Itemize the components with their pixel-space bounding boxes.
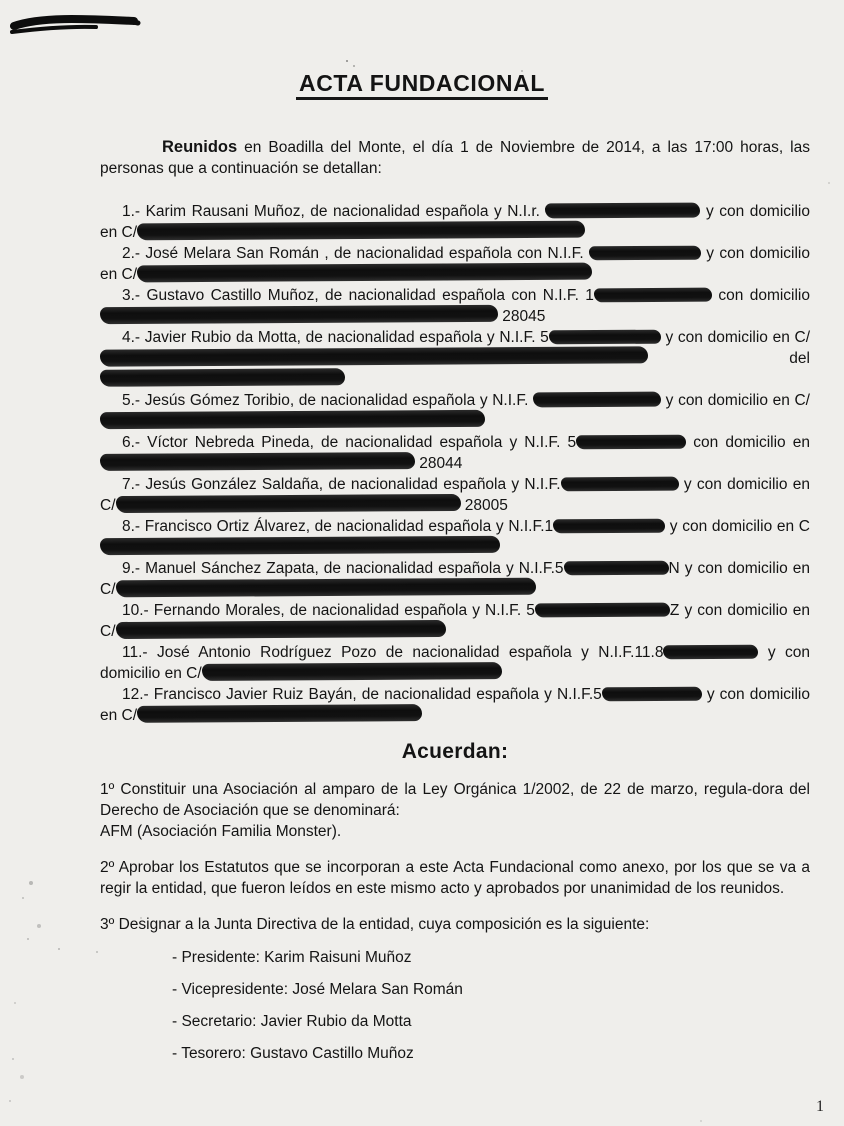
attendee-text: y con domicilio en C/: [100, 476, 810, 514]
redaction-bar: [202, 662, 502, 681]
attendee-item: [100, 642, 810, 684]
attendee-text: 9.- Manuel Sánchez Zapata, de nacionalidad española y N.I.F.5: [122, 560, 564, 577]
intro-lead-word: Reunidos: [162, 138, 238, 156]
attendee-text: y con domicilio en C/: [100, 203, 810, 241]
attendees-list: [100, 201, 810, 726]
redaction-bar: [545, 203, 700, 219]
intro-text: en Boadilla del Monte, el día 1 de Noviembre de 2014, a las 17:00 horas, las personas que a continuación se detallan:: [100, 139, 810, 177]
acuerdo-primero: [100, 779, 810, 842]
attendee-item: [100, 201, 810, 243]
attendee-item: [100, 285, 810, 327]
attendee-text: N y con domicilio en C/: [100, 560, 810, 598]
attendee-text: y con domicilio en C/: [100, 644, 810, 682]
attendee-text: con domicilio en: [686, 434, 810, 451]
attendee-text: 28044: [415, 455, 463, 472]
attendee-text: 3.- Gustavo Castillo Muñoz, de nacionalidad española con N.I.F. 1: [122, 287, 594, 304]
redaction-bar: [553, 519, 665, 534]
attendee-text: 7.- Jesús González Saldaña, de nacionalidad española y N.I.F.: [122, 476, 561, 493]
page-title-text: ACTA FUNDACIONAL: [296, 70, 548, 100]
junta-item-tesorero: - Tesorero: Gustavo Castillo Muñoz: [172, 1045, 414, 1062]
attendee-item: [100, 600, 810, 642]
redaction-bar: [535, 603, 670, 618]
redaction-bar: [576, 435, 686, 450]
attendee-text: y con domicilio en C/: [100, 686, 810, 724]
attendee-text: y con domicilio en C/: [660, 329, 810, 346]
attendee-text: con domicilio: [711, 287, 811, 304]
redaction-bar: [137, 263, 592, 283]
attendee-text: 2.- José Melara San Román , de nacionalidad española con N.I.F.: [122, 245, 589, 262]
page-title: [0, 70, 844, 97]
junta-item-secretario: - Secretario: Javier Rubio da Motta: [172, 1013, 412, 1030]
acuerdo-primero-line1: 1º Constituir una Asociación al amparo de la Ley Orgánica 1/2002, de 22 de marzo, regula-dora del Derecho de Asociación que se denominará:: [100, 781, 810, 819]
attendee-text: 12.- Francisco Javier Ruiz Bayán, de nacionalidad española y N.I.F.5: [122, 686, 602, 703]
attendee-text: 28045: [498, 308, 546, 325]
redaction-bar: [115, 620, 445, 639]
redaction-bar: [137, 704, 422, 723]
attendee-text: y con domicilio en C/: [661, 392, 810, 409]
redaction-bar: [549, 330, 661, 345]
attendee-item: [100, 516, 810, 558]
redaction-bar: [594, 288, 712, 303]
attendee-text: 5.- Jesús Gómez Toribio, de nacionalidad española y N.I.F.: [122, 392, 534, 409]
redaction-bar: [533, 392, 661, 408]
attendee-text: 11.- José Antonio Rodríguez Pozo de nacionalidad española y N.I.F.11.8: [122, 644, 664, 661]
redaction-bar: [115, 494, 460, 513]
redaction-bar: [137, 221, 585, 241]
junta-directiva-list: [100, 947, 810, 1064]
intro-paragraph: [100, 137, 810, 179]
redaction-bar: [100, 346, 648, 366]
redaction-bar: [100, 410, 485, 429]
attendee-text: 28005: [460, 497, 508, 514]
attendee-item: [100, 243, 810, 285]
acuerdo-primero-line2: AFM (Asociación Familia Monster).: [100, 823, 342, 840]
attendee-item: [100, 327, 810, 390]
redaction-bar: [100, 452, 415, 471]
page-number: 1: [816, 1098, 824, 1115]
junta-item-vicepresidente: - Vicepresidente: José Melara San Román: [172, 981, 463, 998]
redaction-bar: [602, 687, 702, 702]
redaction-bar: [100, 536, 500, 555]
attendee-text: 8.- Francisco Ortiz Álvarez, de nacionalidad española y N.I.F.1: [122, 518, 554, 535]
redaction-bar: [100, 368, 345, 386]
attendee-text: 6.- Víctor Nebreda Pineda, de nacionalidad española y N.I.F. 5: [122, 434, 577, 451]
attendee-text: y con domicilio en C/: [100, 245, 810, 283]
junta-item-presidente: - Presidente: Karim Raisuni Muñoz: [172, 949, 412, 966]
redaction-bar: [589, 246, 701, 261]
redaction-bar: [115, 578, 535, 598]
attendee-item: [100, 558, 810, 600]
attendee-text: del: [648, 350, 810, 367]
acuerdo-tercero: 3º Designar a la Junta Directiva de la entidad, cuya composición es la siguiente:: [100, 916, 650, 933]
acuerdo-segundo: 2º Aprobar los Estatutos que se incorporan a este Acta Fundacional como anexo, por los que se va a regir la entidad, que fueron leídos en este mismo acto y aprobados por unanimidad de los reunidos.: [100, 859, 810, 897]
attendee-text: 4.- Javier Rubio da Motta, de nacionalidad española y N.I.F. 5: [122, 329, 549, 346]
attendee-item: [100, 432, 810, 474]
attendee-item: [100, 684, 810, 726]
scan-noise: [0, 0, 2, 2]
redaction-bar: [561, 477, 679, 492]
acuerdan-heading: Acuerdan:: [401, 740, 509, 763]
redaction-scribble-icon: [8, 6, 148, 42]
attendee-item: [100, 474, 810, 516]
attendee-text: y con domicilio en C: [665, 518, 810, 535]
redaction-bar: [100, 305, 498, 324]
attendee-text: 1.- Karim Rausani Muñoz, de nacionalidad española y N.I.r.: [122, 203, 546, 220]
attendee-text: 10.- Fernando Morales, de nacionalidad española y N.I.F. 5: [122, 602, 535, 619]
redaction-bar: [663, 645, 758, 660]
attendee-text: Z y con domicilio en C/: [100, 602, 810, 640]
attendee-item: [100, 390, 810, 432]
redaction-bar: [563, 561, 668, 576]
